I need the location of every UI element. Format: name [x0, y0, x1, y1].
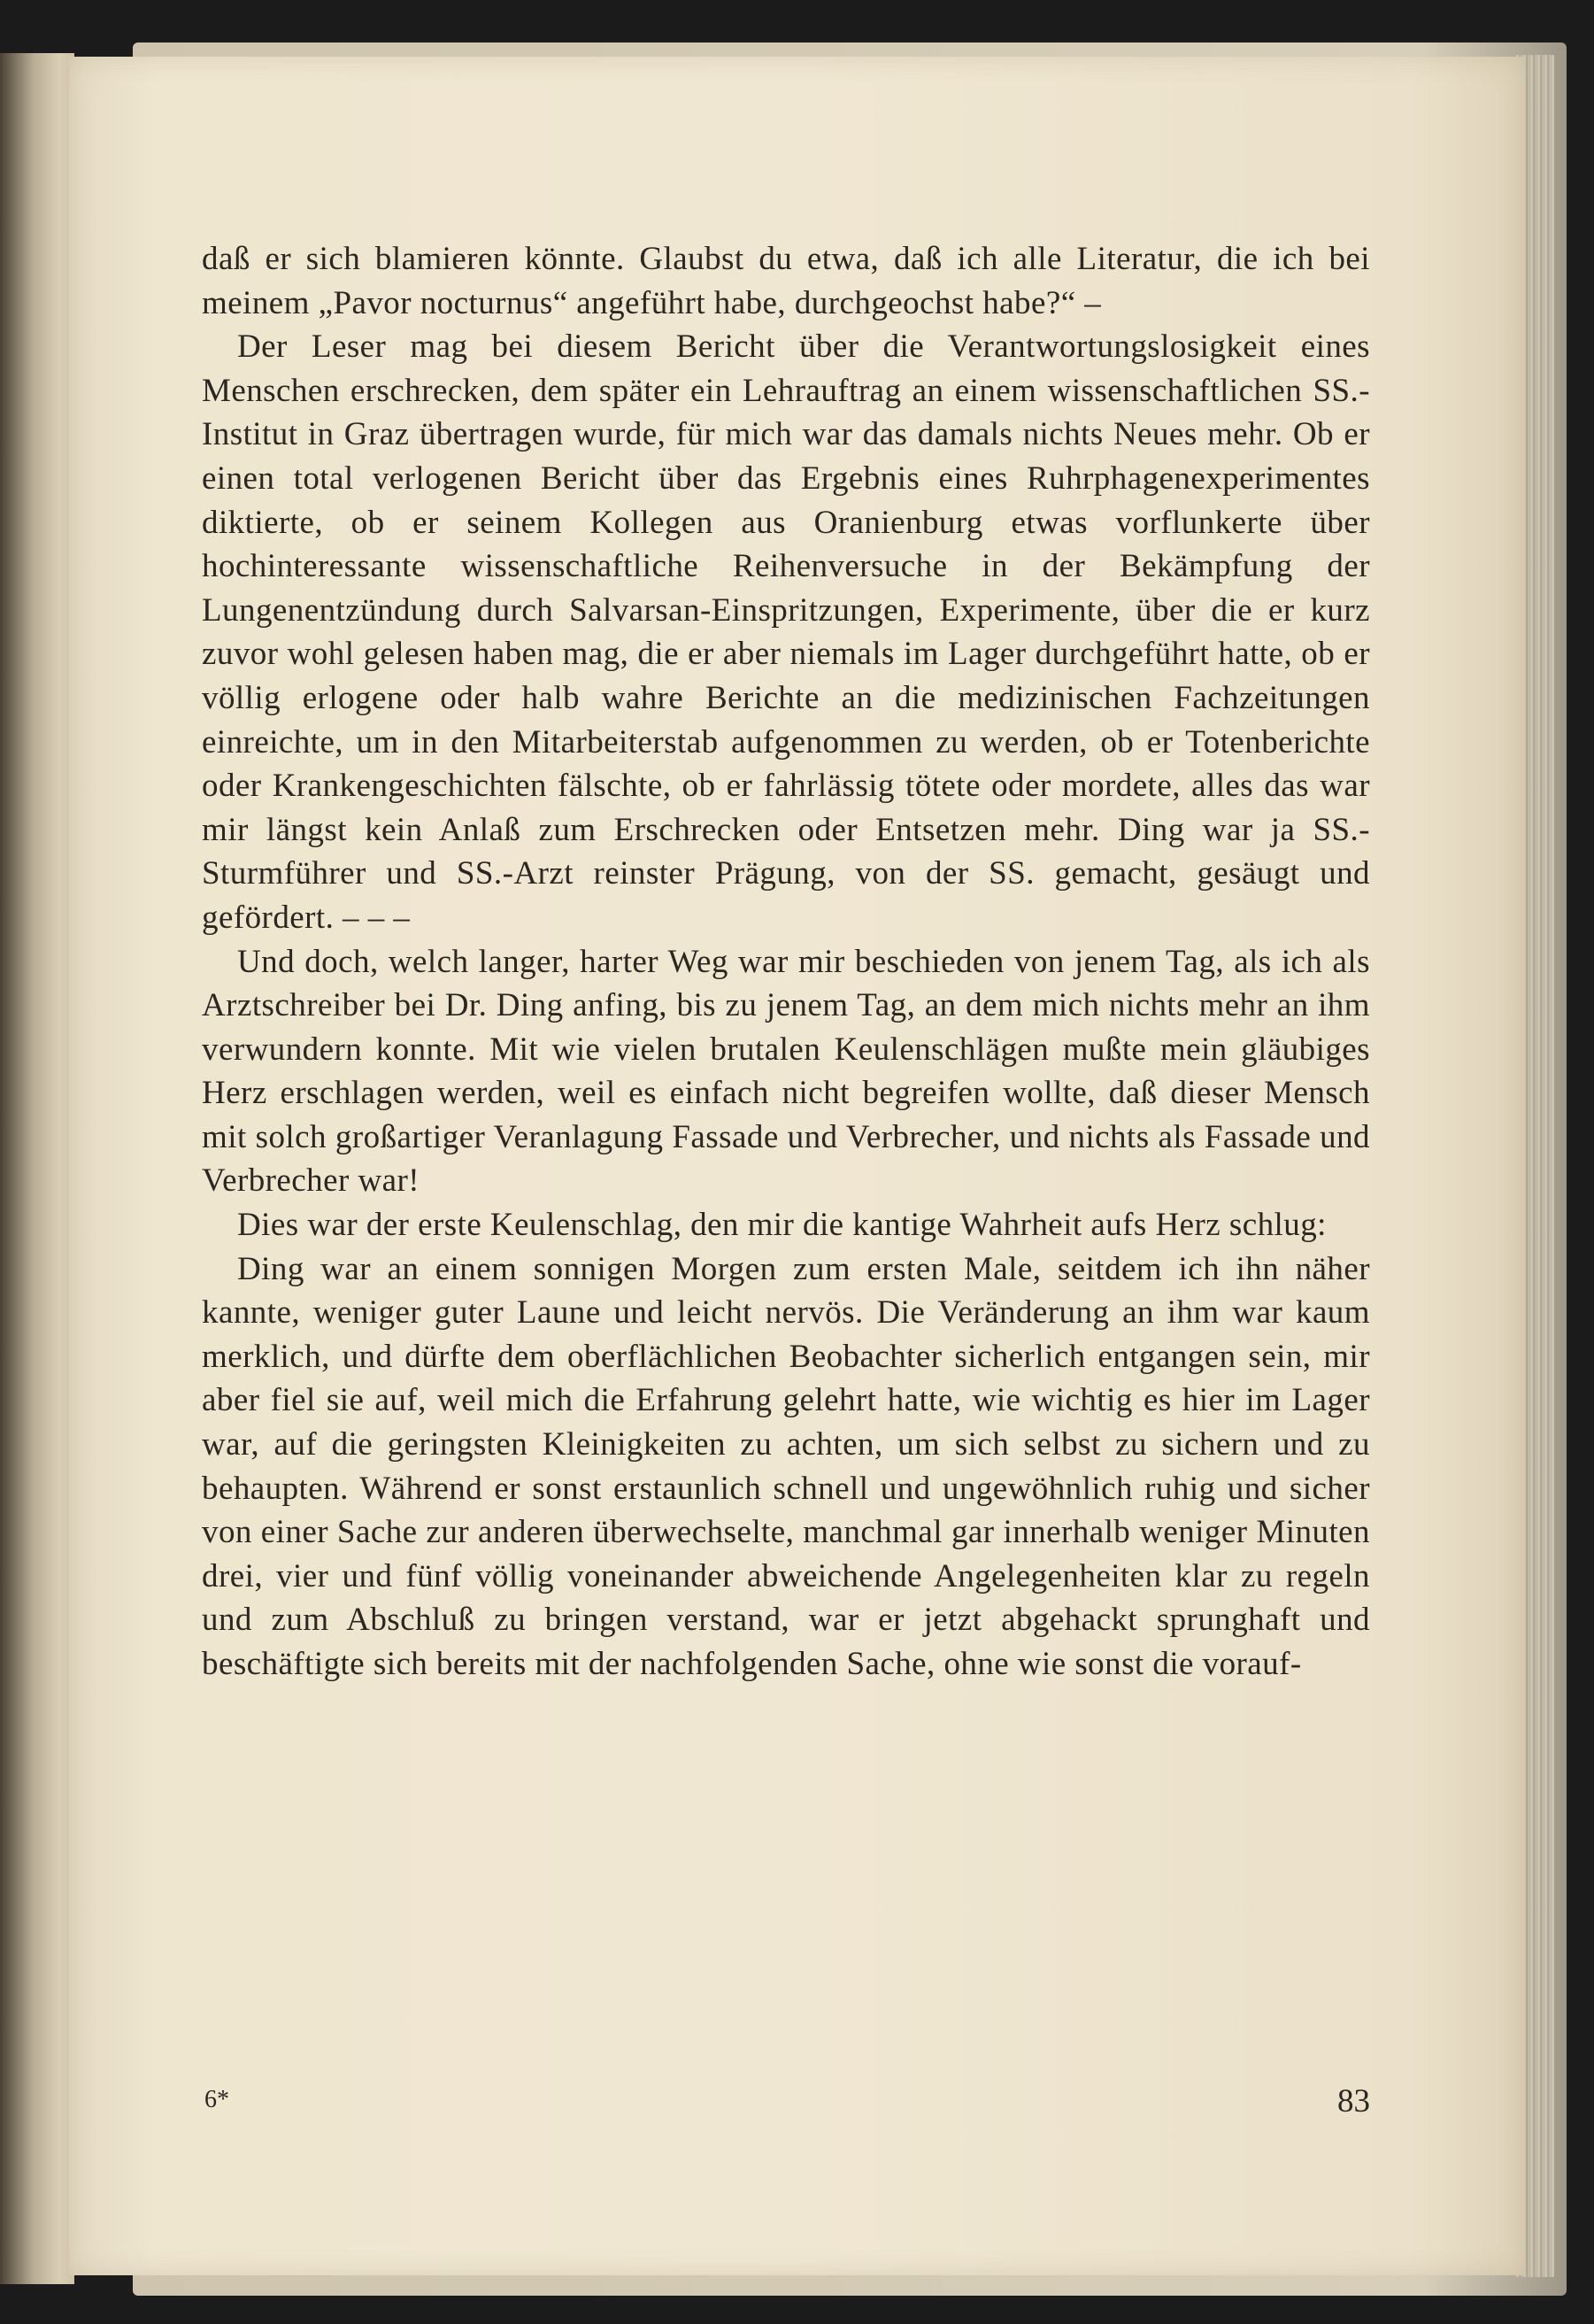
paragraph-continuation: daß er sich blamieren könnte. Glaubst du etwa, daß ich alle Literatur, die ich bei meinem „Pavor nocturnus“ angeführt habe, durchgeochst habe?“ – — [202, 241, 1370, 321]
paragraph: Und doch, welch langer, harter Weg war mir beschieden von jenem Tag, als ich als Arztschreiber bei Dr. Ding anfing, bis zu jenem Tag, an dem mich nichts mehr an ihm verwundern konnte. Mit wie vielen brutalen Keulenschlägen mußte mein gläubiges Herz erschlagen werden, weil es einfach nicht begreifen wollte, daß dieser Mensch mit solch großartiger Veranlagung Fassade und Verbrecher, und nichts als Fassade und Verbrecher war! — [202, 943, 1370, 1200]
body-text — [202, 237, 1370, 1687]
signature-mark: 6* — [204, 2086, 229, 2113]
book-spine — [0, 53, 74, 2284]
paragraph: Dies war der erste Keulenschlag, den mir die kantige Wahrheit aufs Herz schlug: — [237, 1207, 1327, 1244]
page — [69, 57, 1525, 2275]
paragraph: Ding war an einem sonnigen Morgen zum ersten Male, seitdem ich ihn näher kannte, weniger guter Laune und leicht nervös. Die Veränderung an ihm war kaum merklich, und dürfte dem oberflächlichen Beobachter sicherlich entgangen sein, mir aber fiel sie auf, weil mich die Erfahrung gelehrt hatte, wie wichtig es hier im Lager war, auf die geringsten Kleinigkeiten zu achten, um sich selbst zu sichern und zu behaupten. Während er sonst erstaunlich schnell und ungewöhnlich ruhig und sicher von einer Sache zur anderen überwechselte, manchmal gar innerhalb weniger Minuten drei, vier und fünf völlig voneinander abweichende Angelegenheiten klar zu regeln und zum Abschluß zu bringen verstand, war er jetzt abgehackt sprunghaft und beschäftigte sich bereits mit der nachfolgenden Sache, ohne wie sonst die vorauf- — [202, 1250, 1370, 1682]
page-number: 83 — [1337, 2083, 1370, 2119]
paragraph: Der Leser mag bei diesem Bericht über die Verantwortungslosigkeit eines Menschen erschrecken, dem später ein Lehrauftrag an einem wissenschaftlichen SS.-Institut in Graz übertragen wurde, für mich war das damals nichts Neues mehr. Ob er einen total verlogenen Bericht über das Ergebnis eines Ruhrphagenexperimentes diktierte, ob er seinem Kollegen aus Oranienburg etwas vorflunkerte über hochinteressante wissenschaftliche Reihenversuche in der Bekämpfung der Lungenentzündung durch Salvarsan-Einspritzungen, Experimente, über die er kurz zuvor wohl gelesen haben mag, die er aber niemals im Lager durchgeführt hatte, ob er völlig erlogene oder halb wahre Berichte an die medizinischen Fachzeitungen einreichte, um in den Mitarbeiterstab aufgenommen zu werden, ob er Totenberichte oder Krankengeschichten fälschte, ob er fahrlässig tötete oder mordete, alles das war mir längst kein Anlaß zum Erschrecken oder Entsetzen mehr. Ding war ja SS.-Sturmführer und SS.-Arzt reinster Prägung, von der SS. gemacht, gesäugt und gefördert. – – – — [202, 328, 1370, 936]
